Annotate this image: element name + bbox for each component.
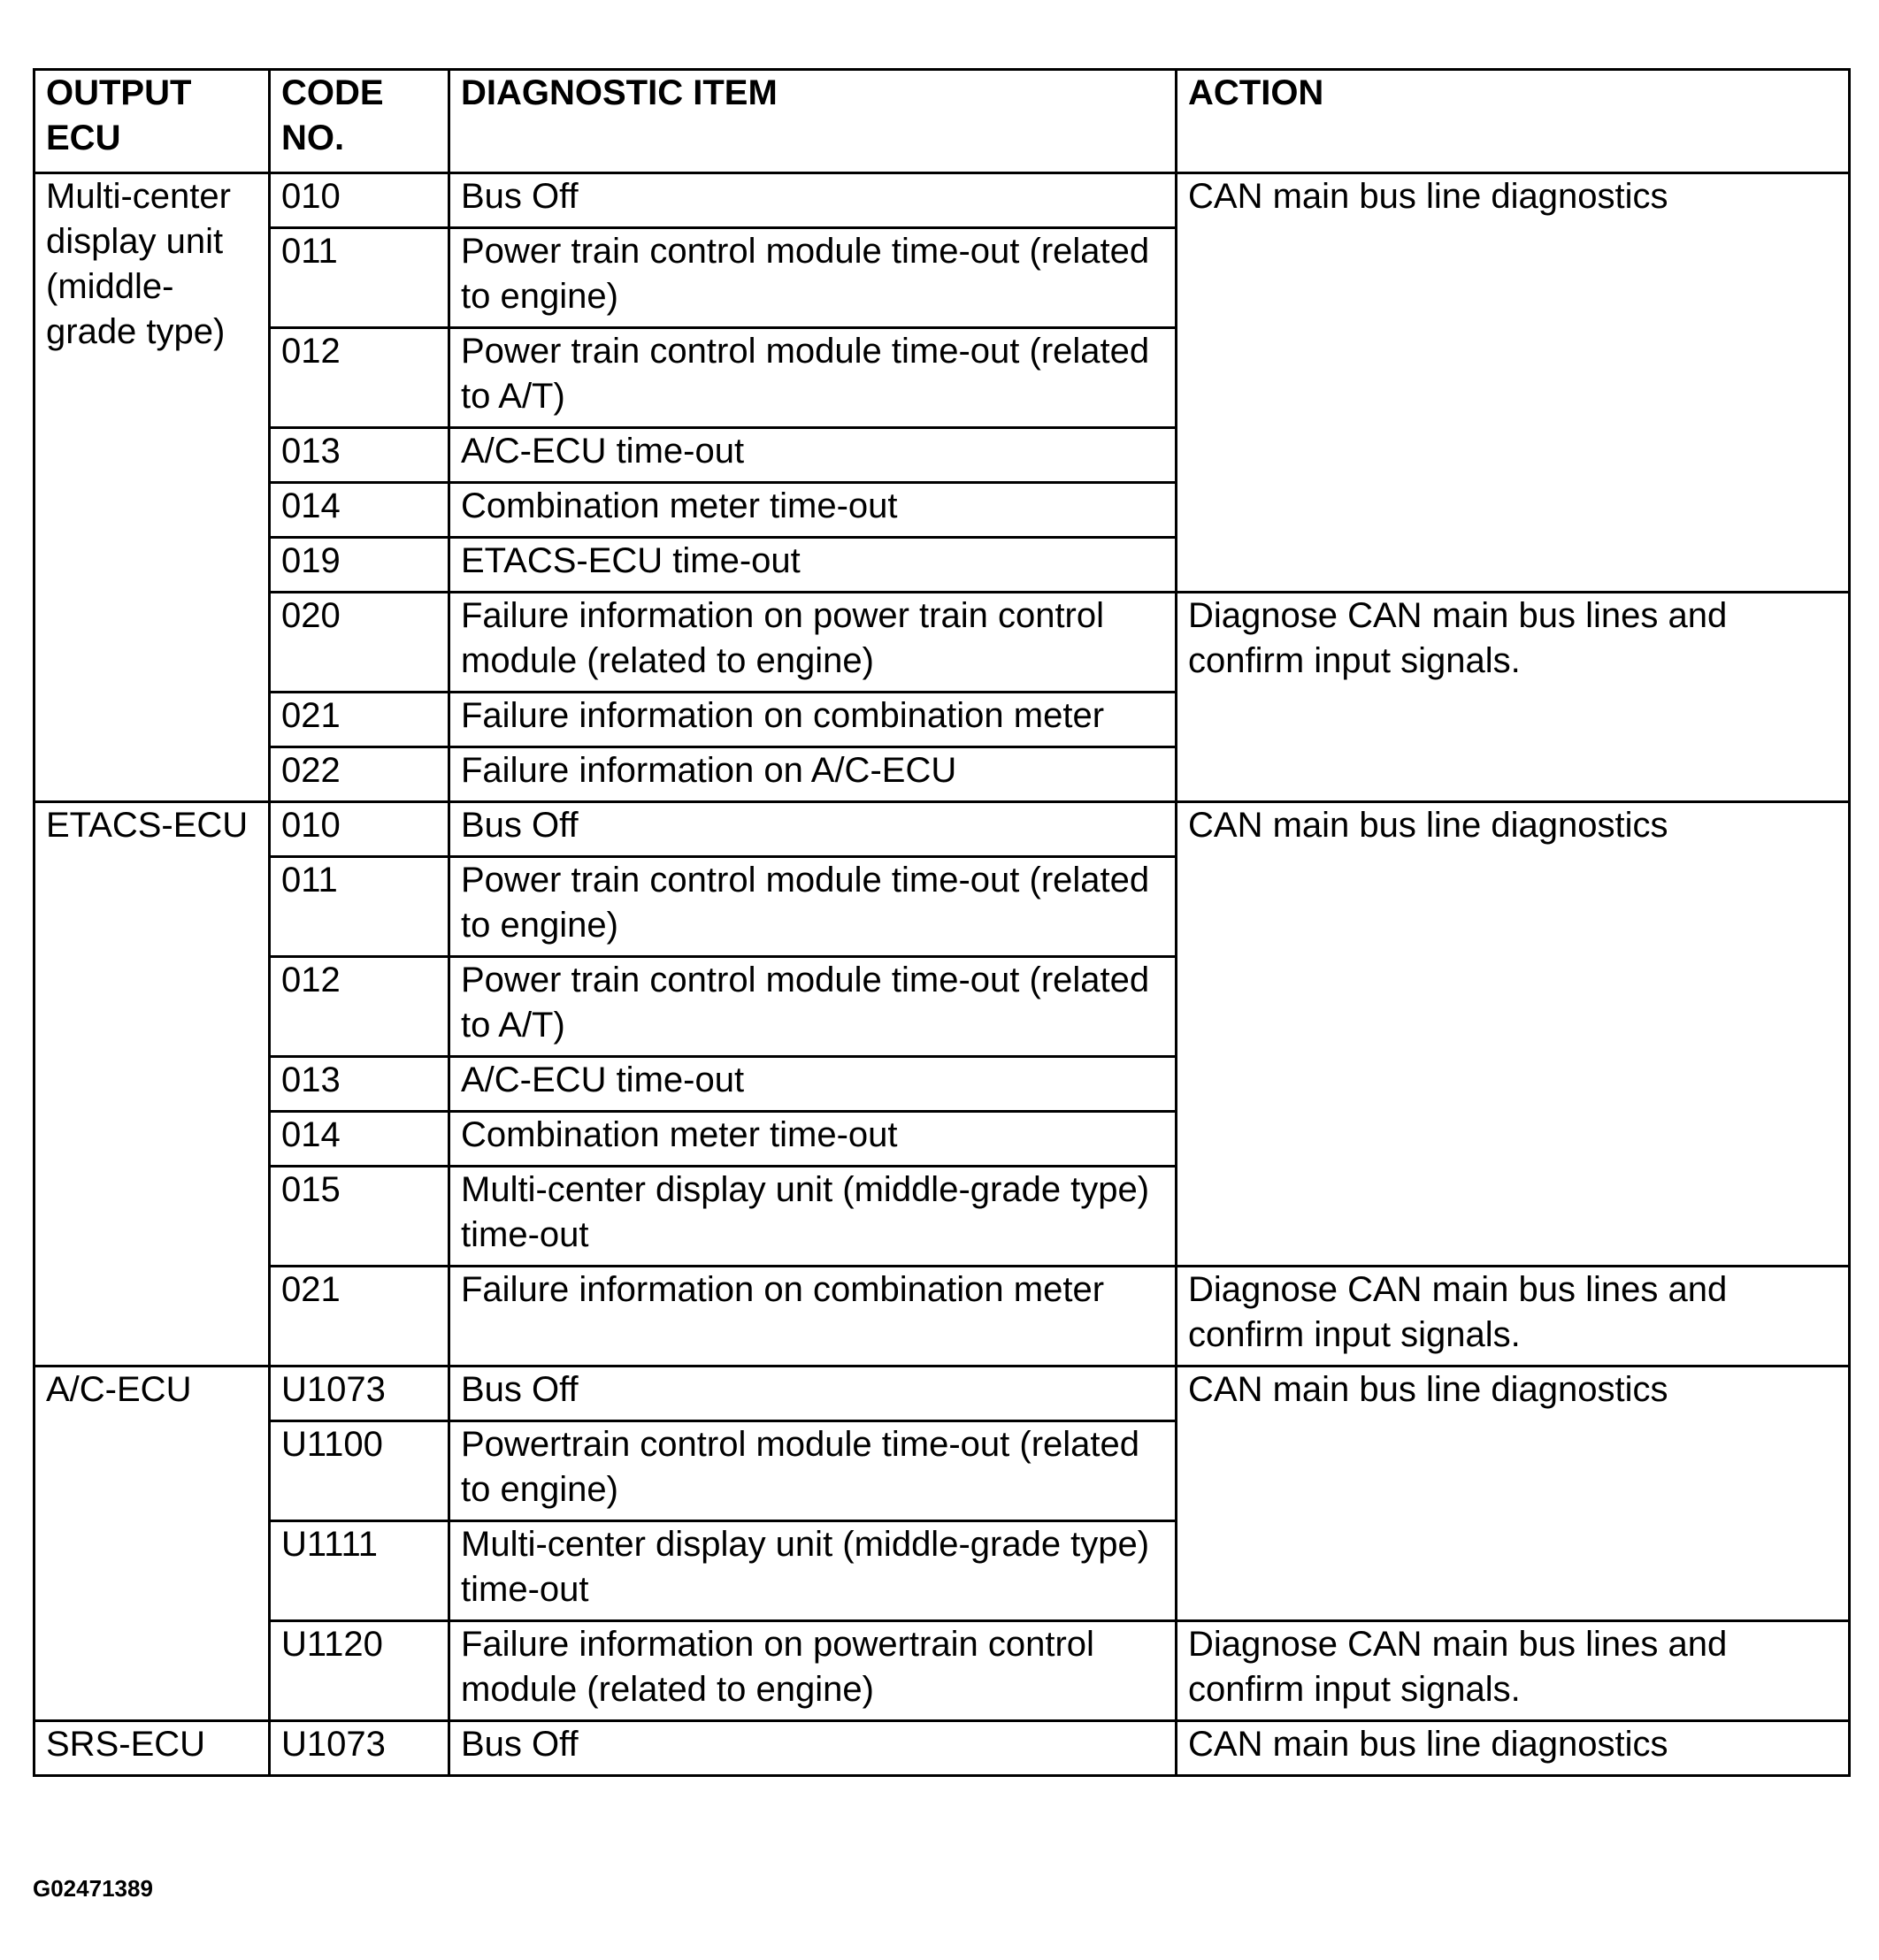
table-row [35,173,1850,228]
code-cell: 015 [270,1167,449,1267]
code-cell: 020 [270,593,449,693]
diagnostic-item-cell: Powertrain control module time-out (related to engine) [449,1421,1177,1521]
action-cell: CAN main bus line diagnostics [1177,1721,1850,1776]
diagnostic-item-cell: Bus Off [449,1721,1177,1776]
table-header [35,70,1850,173]
code-cell: 011 [270,857,449,957]
diagnostic-item-cell: Failure information on A/C-ECU [449,747,1177,802]
action-cell: Diagnose CAN main bus lines and confirm input signals. [1177,1621,1850,1721]
output-ecu-cell: ETACS-ECU [35,802,270,1367]
diagnostic-item-cell: Multi-center display unit (middle-grade type) time-out [449,1167,1177,1267]
code-cell: 021 [270,1267,449,1367]
diagnostic-item-cell: A/C-ECU time-out [449,428,1177,483]
diagnostic-item-cell: Combination meter time-out [449,483,1177,538]
diagnostic-item-cell: Multi-center display unit (middle-grade type) time-out [449,1521,1177,1621]
code-cell: U1073 [270,1721,449,1776]
diagnostic-item-cell: Power train control module time-out (related to engine) [449,228,1177,328]
diagnostic-item-cell: A/C-ECU time-out [449,1057,1177,1112]
code-cell: 014 [270,1112,449,1167]
code-cell: 012 [270,328,449,428]
code-cell: U1120 [270,1621,449,1721]
diagnostic-item-cell: Bus Off [449,1367,1177,1421]
output-ecu-cell: SRS-ECU [35,1721,270,1776]
table-body [35,173,1850,1776]
code-cell: U1100 [270,1421,449,1521]
table-row [35,802,1850,857]
code-cell: 010 [270,802,449,857]
table-row [35,1621,1850,1721]
header-action: ACTION [1177,70,1850,173]
code-cell: 019 [270,538,449,593]
diagnostic-item-cell: Bus Off [449,173,1177,228]
header-code-no: CODE NO. [270,70,449,173]
code-cell: 011 [270,228,449,328]
figure-id: G02471389 [33,1875,153,1902]
code-cell: 012 [270,957,449,1057]
diagnostic-item-cell: Failure information on combination meter [449,1267,1177,1367]
diagnostic-item-cell: Failure information on powertrain control module (related to engine) [449,1621,1177,1721]
header-diagnostic-item: DIAGNOSTIC ITEM [449,70,1177,173]
table-row [35,1721,1850,1776]
header-row [35,70,1850,173]
table-row [35,1367,1850,1421]
code-cell: U1073 [270,1367,449,1421]
header-output-ecu: OUTPUT ECU [35,70,270,173]
code-cell: 022 [270,747,449,802]
action-cell: CAN main bus line diagnostics [1177,802,1850,1267]
code-cell: 013 [270,1057,449,1112]
table-row [35,593,1850,693]
action-cell: Diagnose CAN main bus lines and confirm input signals. [1177,593,1850,802]
action-cell: CAN main bus line diagnostics [1177,1367,1850,1621]
diagnostic-code-table [33,68,1851,1777]
code-cell: 010 [270,173,449,228]
diagnostic-item-cell: Bus Off [449,802,1177,857]
table-row [35,1267,1850,1367]
code-cell: 021 [270,693,449,747]
diagnostic-item-cell: ETACS-ECU time-out [449,538,1177,593]
diagnostic-item-cell: Combination meter time-out [449,1112,1177,1167]
output-ecu-cell: A/C-ECU [35,1367,270,1721]
diagnostic-item-cell: Power train control module time-out (related to engine) [449,857,1177,957]
code-cell: U1111 [270,1521,449,1621]
code-cell: 014 [270,483,449,538]
output-ecu-cell: Multi-center display unit (middle-grade type) [35,173,270,802]
code-cell: 013 [270,428,449,483]
diagnostic-item-cell: Failure information on combination meter [449,693,1177,747]
action-cell: Diagnose CAN main bus lines and confirm input signals. [1177,1267,1850,1367]
diagnostic-item-cell: Power train control module time-out (related to A/T) [449,957,1177,1057]
diagnostic-item-cell: Failure information on power train control module (related to engine) [449,593,1177,693]
diagnostic-item-cell: Power train control module time-out (related to A/T) [449,328,1177,428]
action-cell: CAN main bus line diagnostics [1177,173,1850,593]
